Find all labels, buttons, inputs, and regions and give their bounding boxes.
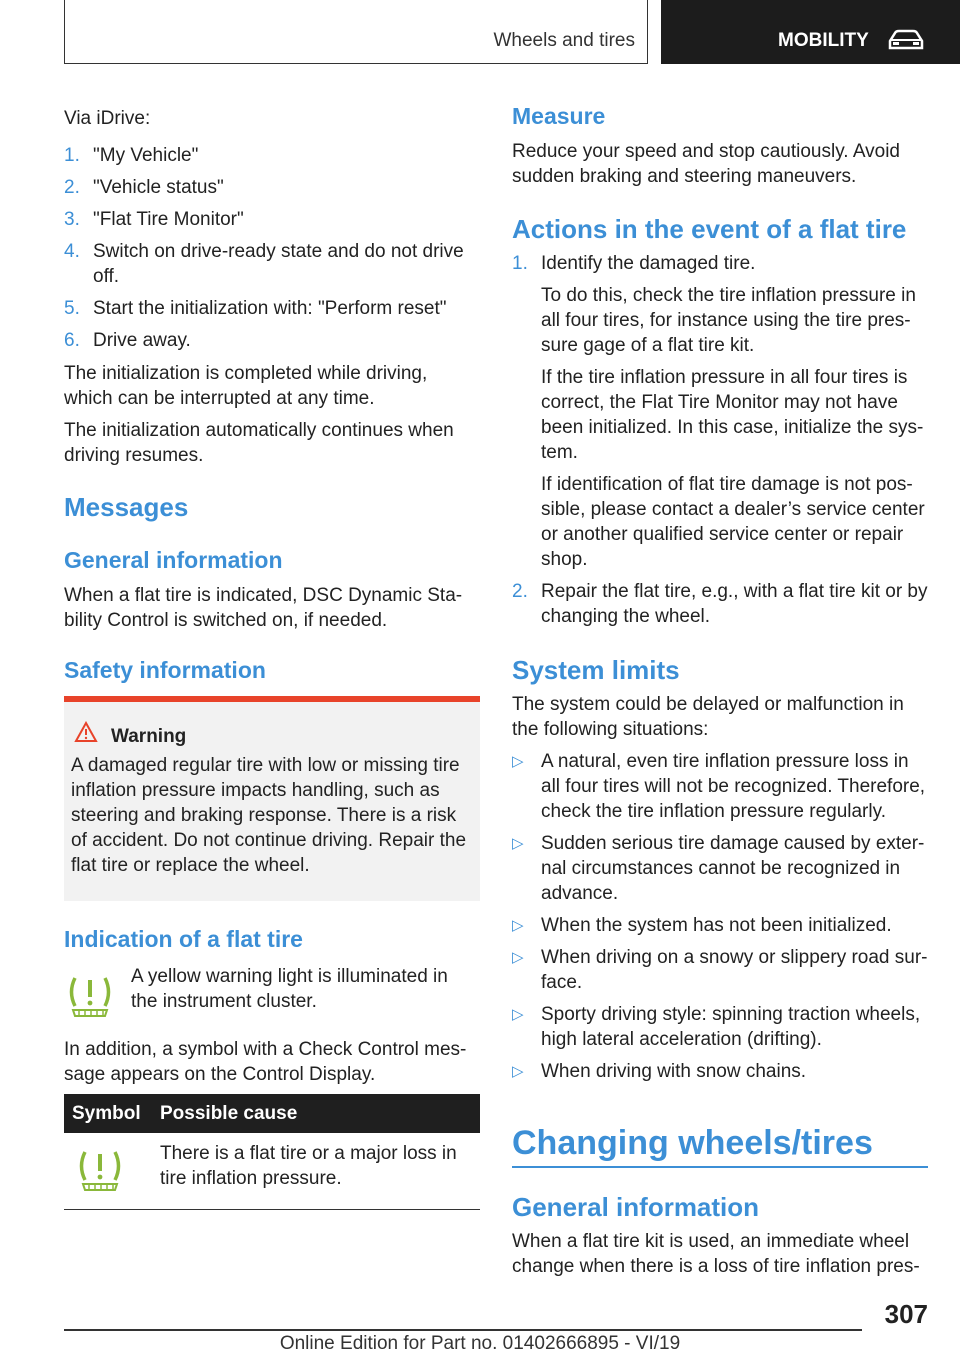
para-line: The initialization is completed while driving, <box>64 363 428 384</box>
para-line: A yellow warning light is illuminated in <box>131 966 448 987</box>
list-item-line: been initialized. In this case, initialize the sys- <box>541 417 924 438</box>
list-item-line: nal circumstances cannot be recognized in <box>541 858 901 879</box>
list-item-line: A natural, even tire inflation pressure loss in <box>541 751 909 772</box>
footer-rule <box>64 1329 862 1331</box>
indication-heading: Indication of a flat tire <box>64 926 303 952</box>
warning-line: A damaged regular tire with low or missing tire <box>71 755 460 776</box>
table-cell-line: tire inflation pressure. <box>160 1168 342 1189</box>
table-col-symbol: Symbol <box>72 1103 141 1124</box>
list-item-line: sible, please contact a dealer’s service center <box>541 499 925 520</box>
list-item-line: advance. <box>541 883 619 904</box>
header-mobility-tab <box>661 0 960 64</box>
list-item-line: "My Vehicle" <box>93 145 199 166</box>
tire-pressure-warning-icon <box>67 974 113 1018</box>
symbol-table-header <box>64 1094 480 1133</box>
list-item-line: correct, the Flat Tire Monitor may not have <box>541 392 898 413</box>
list-number: 1. <box>512 253 528 274</box>
list-item-line: "Flat Tire Monitor" <box>93 209 244 230</box>
bullet-marker: ▷ <box>512 753 524 770</box>
header-section-title: Wheels and tires <box>493 30 635 51</box>
para-line: sage appears on the Control Display. <box>64 1064 376 1085</box>
list-item-line: or another qualified service center or repair <box>541 524 904 545</box>
para-line: the following situations: <box>512 719 709 740</box>
list-number: 1. <box>64 145 80 166</box>
list-item-line: "Vehicle status" <box>93 177 224 198</box>
bullet-marker: ▷ <box>512 917 524 934</box>
system-limits-heading: System limits <box>512 655 680 685</box>
measure-heading: Measure <box>512 103 606 129</box>
list-item-line: shop. <box>541 549 588 570</box>
tire-pressure-warning-icon <box>77 1148 123 1192</box>
messages-heading: Messages <box>64 492 189 522</box>
bullet-marker: ▷ <box>512 1006 524 1023</box>
list-item-line: If the tire inflation pressure in all four tires is <box>541 367 908 388</box>
list-item-line: tem. <box>541 442 578 463</box>
warning-line: flat tire or replace the wheel. <box>71 855 310 876</box>
para-line: In addition, a symbol with a Check Control mes- <box>64 1039 467 1060</box>
bullet-marker: ▷ <box>512 1063 524 1080</box>
para-line: The system could be delayed or malfunction in <box>512 694 904 715</box>
list-item-line: face. <box>541 972 583 993</box>
warning-box <box>64 696 480 901</box>
para-line: When a flat tire is indicated, DSC Dynamic Sta- <box>64 585 463 606</box>
list-item-line: all four tires will not be recognized. Therefore, <box>541 776 926 797</box>
actions-heading: Actions in the event of a flat tire <box>512 214 907 244</box>
list-item-line: Start the initialization with: "Perform reset" <box>93 298 447 319</box>
bullet-marker: ▷ <box>512 835 524 852</box>
table-bottom-rule <box>64 1209 480 1210</box>
list-number: 3. <box>64 209 80 230</box>
list-item-line: When the system has not been initialized. <box>541 915 892 936</box>
list-number: 2. <box>64 177 80 198</box>
warning-triangle-icon <box>74 721 98 743</box>
para-line: bility Control is switched on, if needed. <box>64 610 388 631</box>
bullet-marker: ▷ <box>512 949 524 966</box>
list-item-line: high lateral acceleration (drifting). <box>541 1029 822 1050</box>
list-number: 6. <box>64 330 80 351</box>
changing-heading-rule <box>512 1166 928 1168</box>
list-item-line: Switch on drive-ready state and do not drive <box>93 241 464 262</box>
list-item-line: When driving with snow chains. <box>541 1061 807 1082</box>
para-line: which can be interrupted at any time. <box>64 388 375 409</box>
safety-information-heading: Safety information <box>64 657 266 683</box>
footer-edition: Online Edition for Part no. 01402666895 - VI/19 <box>279 1333 681 1354</box>
para-line: When a flat tire kit is used, an immediate wheel <box>512 1231 910 1252</box>
list-number: 4. <box>64 241 80 262</box>
page-number: 307 <box>884 1299 928 1329</box>
warning-line: steering and braking response. There is a risk <box>71 805 457 826</box>
table-col-cause: Possible cause <box>160 1103 298 1124</box>
header-mobility-label: MOBILITY <box>778 30 869 51</box>
para-line: sudden braking and steering maneuvers. <box>512 166 857 187</box>
list-item-line: changing the wheel. <box>541 606 711 627</box>
list-item-line: check the tire inflation pressure regularly. <box>541 801 886 822</box>
list-item-line: Sporty driving style: spinning traction wheels, <box>541 1004 921 1025</box>
list-item-line: all four tires, for instance using the tire pres- <box>541 310 911 331</box>
general-information-heading: General information <box>64 547 283 573</box>
changing-wheels-heading: Changing wheels/tires <box>512 1124 873 1162</box>
list-item-line: Drive away. <box>93 330 191 351</box>
list-number: 5. <box>64 298 80 319</box>
list-item-line: If identification of flat tire damage is not pos- <box>541 474 913 495</box>
list-item-line: sure gage of a flat tire kit. <box>541 335 755 356</box>
para-line: the instrument cluster. <box>131 991 317 1012</box>
para-line: change when there is a loss of tire inflation pres- <box>512 1256 920 1277</box>
list-item-line: Repair the flat tire, e.g., with a flat tire kit or by <box>541 581 928 602</box>
car-icon <box>887 29 925 51</box>
warning-title: Warning <box>111 726 187 747</box>
list-item-line: Sudden serious tire damage caused by exter- <box>541 833 925 854</box>
para-line: The initialization automatically continues when <box>64 420 454 441</box>
via-idrive-label: Via iDrive: <box>64 108 151 129</box>
list-item-line: off. <box>93 266 120 287</box>
list-number: 2. <box>512 581 528 602</box>
list-item-line: Identify the damaged tire. <box>541 253 756 274</box>
para-line: driving resumes. <box>64 445 204 466</box>
para-line: Reduce your speed and stop cautiously. Avoid <box>512 141 900 162</box>
table-cell-line: There is a flat tire or a major loss in <box>160 1143 457 1164</box>
general-information-2-heading: General information <box>512 1192 760 1222</box>
warning-line: of accident. Do not continue driving. Repair the <box>71 830 467 851</box>
list-item-line: When driving on a snowy or slippery road sur- <box>541 947 928 968</box>
list-item-line: To do this, check the tire inflation pressure in <box>541 285 916 306</box>
warning-line: inflation pressure impacts handling, such as <box>71 780 440 801</box>
